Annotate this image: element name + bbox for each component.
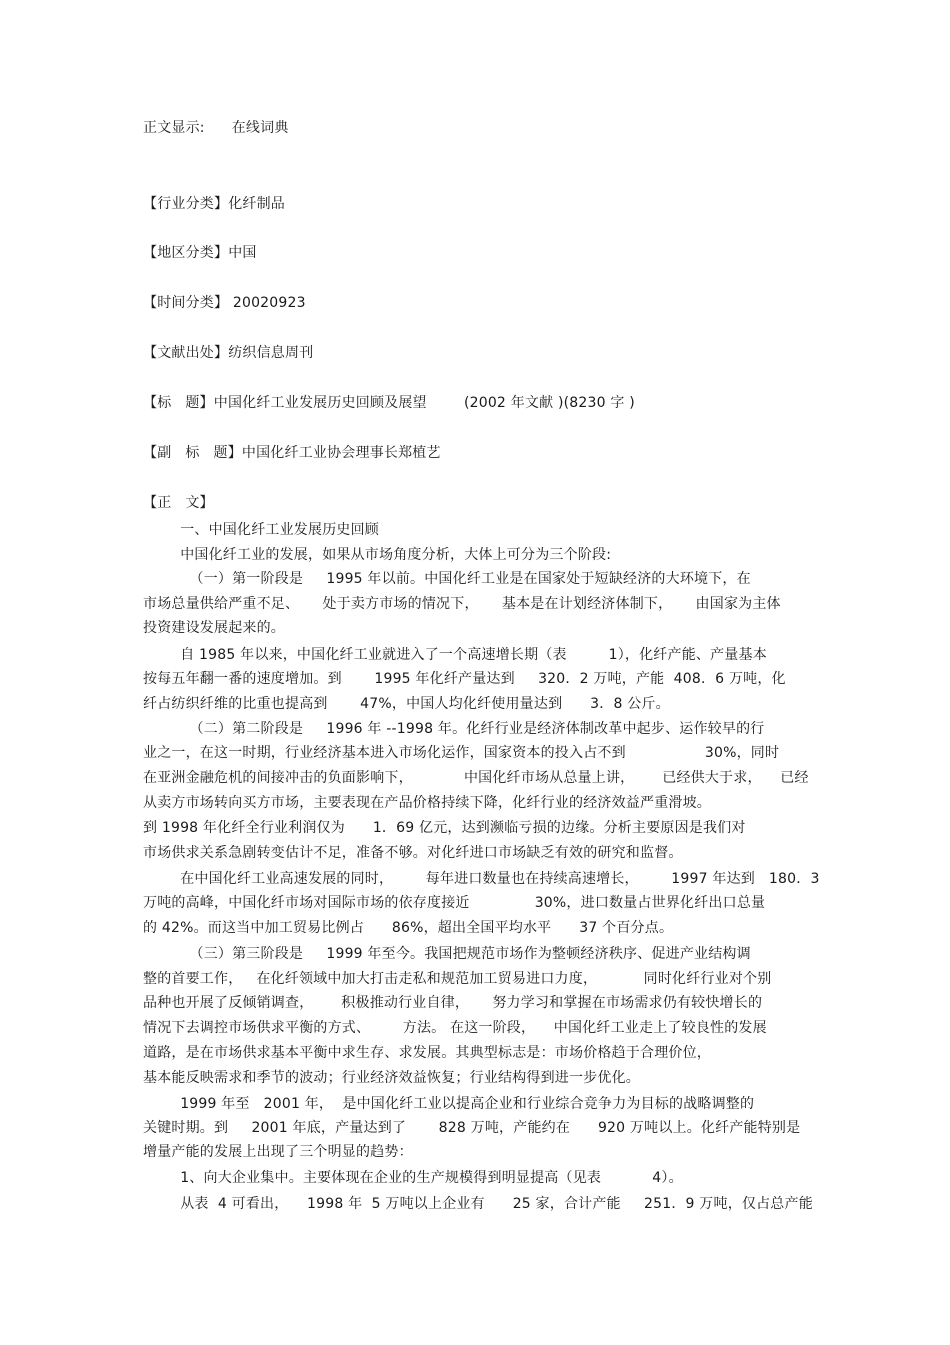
body-line: 到 1998 年化纤全行业利润仅为 1．69 亿元，达到濒临亏损的边缘。分析主要原因是我们对 [143, 820, 746, 836]
body-line: 在中国化纤工业高速发展的同时， 每年进口数量也在持续高速增长， 1997 年达到 180．3 [143, 871, 820, 887]
body-line: 自 1985 年以来，中国化纤工业就进入了一个高速增长期（表 1），化纤产能、产量基本 [143, 647, 767, 663]
body-line: （三）第三阶段是 1999 年至今。我国把规范市场作为整顿经济秩序、促进产业结构调 [143, 946, 751, 962]
body-line: 从表 4 可看出， 1998 年 5 万吨以上企业有 25 家，合计产能 251．9 万吨，仅占总产能 [143, 1196, 813, 1212]
meta-region: 【地区分类】中国 [143, 245, 257, 261]
body-line: 纤占纺织纤维的比重也提高到 47%，中国人均化纤使用量达到 3．8 公斤。 [143, 696, 670, 712]
body-line: 关键时期。到 2001 年底，产量达到了 828 万吨，产能约在 920 万吨以上。化纤产能特别是 [143, 1120, 801, 1136]
meta-title: 【标 题】中国化纤工业发展历史回顾及展望 (2002 年文献 )(8230 字 ) [143, 395, 635, 411]
header-label: 正文显示: [143, 120, 205, 136]
body-line: 1999 年至 2001 年， 是中国化纤工业以提高企业和行业综合竞争力为目标的战略调整的 [143, 1096, 755, 1112]
body-line: 基本能反映需求和季节的波动；行业经济效益恢复；行业结构得到进一步优化。 [143, 1070, 640, 1086]
online-dictionary-link[interactable]: 在线词典 [231, 120, 289, 136]
body-line: 1、向大企业集中。主要体现在企业的生产规模得到明显提高（见表 4）。 [143, 1170, 683, 1186]
body-line: 品种也开展了反倾销调查， 积极推动行业自律， 努力学习和掌握在市场需求仍有较快增长的 [143, 995, 763, 1011]
body-heading: 【正 文】 [143, 495, 214, 511]
body-line: 投资建设发展起来的。 [143, 620, 285, 636]
body-line: 从卖方市场转向买方市场，主要表现在产品价格持续下降，化纤行业的经济效益严重滑坡。 [143, 795, 711, 811]
body-line: 的 42%。而这当中加工贸易比例占 86%，超出全国平均水平 37 个百分点。 [143, 920, 674, 936]
body-line: 万吨的高峰，中国化纤市场对国际市场的依存度接近 30%，进口数量占世界化纤出口总量 [143, 895, 766, 911]
body-line: 中国化纤工业的发展，如果从市场角度分析，大体上可分为三个阶段: [143, 547, 612, 563]
body-line: 市场总量供给严重不足、 处于卖方市场的情况下， 基本是在计划经济体制下， 由国家为主体 [143, 596, 781, 612]
body-line: 在亚洲金融危机的间接冲击的负面影响下， 中国化纤市场从总量上讲， 已经供大于求， 已经 [143, 770, 809, 786]
header-row [143, 119, 289, 137]
body-line: 一、中国化纤工业发展历史回顾 [143, 522, 380, 538]
body-line: 道路，是在市场供求基本平衡中求生存、求发展。其典型标志是：市场价格趋于合理价位， [143, 1045, 711, 1061]
body-line: 业之一，在这一时期，行业经济基本进入市场化运作，国家资本的投入占不到 30%，同时 [143, 745, 780, 761]
body-line: 整的首要工作， 在化纤领域中加大打击走私和规范加工贸易进口力度， 同时化纤行业对个别 [143, 971, 772, 987]
body-line: 情况下去调控市场供求平衡的方式、 方法。 在这一阶段， 中国化纤工业走上了较良性的发展 [143, 1020, 767, 1036]
body-line: 增量产能的发展上出现了三个明显的趋势： [143, 1144, 413, 1160]
body-line: （一）第一阶段是 1995 年以前。中国化纤工业是在国家处于短缺经济的大环境下，在 [143, 571, 751, 587]
meta-subtitle: 【副 标 题】中国化纤工业协会理事长郑植艺 [143, 445, 441, 461]
body-line: 按每五年翻一番的速度增加。到 1995 年化纤产量达到 320．2 万吨，产能 408．6 万吨，化 [143, 671, 786, 687]
meta-industry: 【行业分类】化纤制品 [143, 196, 285, 212]
body-line: （二）第二阶段是 1996 年 --1998 年。化纤行业是经济体制改革中起步、运作较早的行 [143, 721, 765, 737]
body-line: 市场供求关系急剧转变估计不足，准备不够。对化纤进口市场缺乏有效的研究和监督。 [143, 845, 683, 861]
meta-time: 【时间分类】 20020923 [143, 295, 306, 311]
meta-source: 【文献出处】纺织信息周刊 [143, 345, 314, 361]
